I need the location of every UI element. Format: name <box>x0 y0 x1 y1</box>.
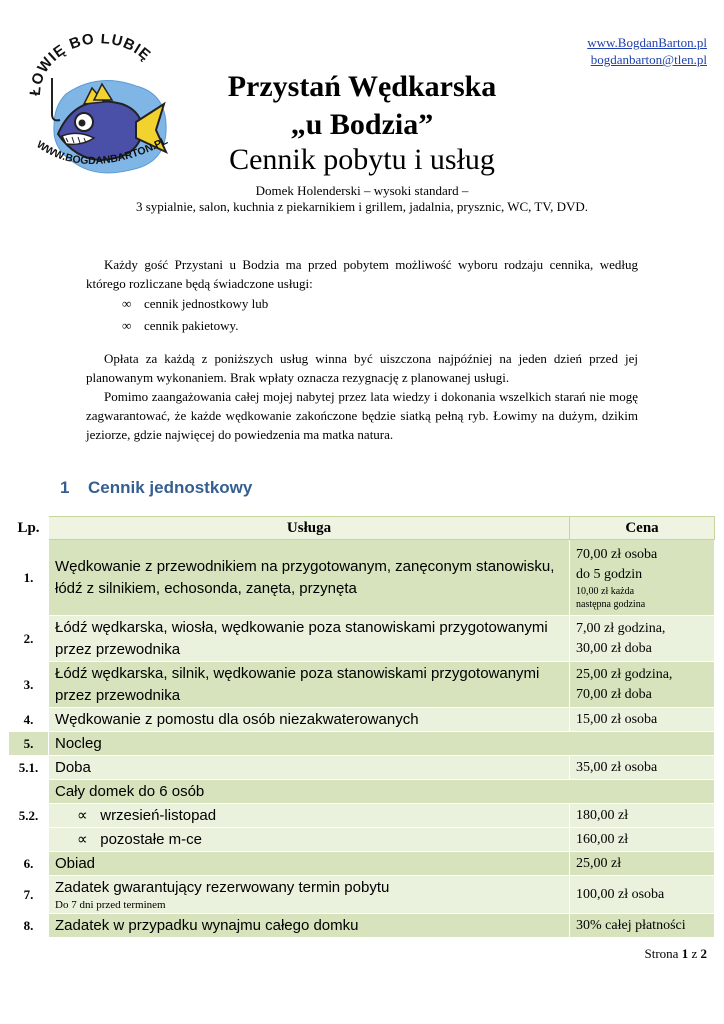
infinity-bullet-icon: ∞ <box>122 318 132 333</box>
infinity-bullet-icon: ∞ <box>122 296 132 311</box>
table-row <box>9 708 715 732</box>
service-cell: Wędkowanie z przewodnikiem na przygotowanym, zanęconym stanowisku, łódź z silnikiem, echosonda, zanęta, przynęta <box>49 540 570 616</box>
price-cell: 30% całej płatności <box>570 914 715 938</box>
header-service: Usługa <box>49 517 570 540</box>
service-cell: Cały domek do 6 osób <box>49 780 715 804</box>
price-line: 70,00 zł doba <box>576 686 652 702</box>
page-word: Strona <box>644 946 679 961</box>
price-note: następna godzina <box>576 598 646 610</box>
price-cell <box>570 616 715 662</box>
row-number: 7. <box>9 876 49 914</box>
price-line: do 5 godzin <box>576 566 643 582</box>
subitem-label: wrzesień-listopad <box>100 806 217 824</box>
table-row <box>9 804 715 828</box>
row-number: 3. <box>9 662 49 708</box>
title-line-1: Przystań Wędkarska <box>227 70 497 103</box>
price-line: 7,00 zł godzina, <box>576 620 666 636</box>
price-cell: 35,00 zł osoba <box>570 756 715 780</box>
section-title: Cennik jednostkowy <box>88 478 253 497</box>
price-cell: 15,00 zł osoba <box>570 708 715 732</box>
website-link[interactable]: www.BogdanBarton.pl <box>587 35 707 50</box>
table-row <box>9 616 715 662</box>
proportional-bullet-icon: ∝ <box>77 806 88 824</box>
row-number: 5.1. <box>9 756 49 780</box>
page-footer <box>645 946 707 962</box>
table-row <box>9 780 715 804</box>
price-cell: 100,00 zł osoba <box>570 876 715 914</box>
row-number: 5.2. <box>9 780 49 852</box>
price-cell <box>570 662 715 708</box>
price-cell: 160,00 zł <box>570 828 715 852</box>
page-total: 2 <box>700 946 707 961</box>
email-link[interactable]: bogdanbarton@tlen.pl <box>590 52 707 67</box>
subtitle-line-2: 3 sypialnie, salon, kuchnia z piekarnikiem i grillem, jadalnia, prysznic, WC, TV, DVD. <box>135 199 589 214</box>
row-number: 2. <box>9 616 49 662</box>
table-row <box>9 540 715 616</box>
price-line: 25,00 zł godzina, <box>576 666 673 682</box>
service-cell: Obiad <box>49 852 570 876</box>
header-price: Cena <box>570 517 715 540</box>
service-cell: Łódź wędkarska, silnik, wędkowanie poza stanowiskami przygotowanymi przez przewodnika <box>49 662 570 708</box>
price-cell <box>570 540 715 616</box>
row-number: 5. <box>9 732 49 756</box>
price-cell: 25,00 zł <box>570 852 715 876</box>
list-item-label: cennik jednostkowy lub <box>144 296 269 311</box>
intro-paragraph-2: Opłata za każdą z poniższych usług winna być uiszczona najpóźniej na jeden dzień przed jej planowanym wykonaniem. Brak wpłaty oznacza rezygnację z planowanej usługi. <box>86 351 638 385</box>
table-row <box>9 662 715 708</box>
intro-paragraph-1: Każdy gość Przystani u Bodzia ma przed pobytem możliwość wyboru rodzaju cennika, według którego rozliczane będą świadczone usługi: <box>86 257 638 291</box>
service-cell: Wędkowanie z pomostu dla osób niezakwaterowanych <box>49 708 570 732</box>
logo-text-bottom: WWW.BOGDANBARTON.PL <box>34 134 170 168</box>
service-cell: Nocleg <box>49 732 715 756</box>
header-lp: Lp. <box>9 517 49 540</box>
table-row <box>9 876 715 914</box>
row-number: 6. <box>9 852 49 876</box>
table-row <box>9 756 715 780</box>
section-heading <box>60 478 252 498</box>
service-cell <box>49 876 570 914</box>
logo-text-top: ŁOWIĘ BO LUBIĘ <box>26 34 155 97</box>
section-number: 1 <box>60 478 70 497</box>
row-number: 1. <box>9 540 49 616</box>
price-line: 70,00 zł osoba <box>576 546 658 562</box>
price-note: 10,00 zł każda <box>576 585 635 597</box>
intro-paragraph-3: Pomimo zaangażowania całej mojej nabytej przez lata wiedzy i dokonania wszelkich starań nie mogę zagwarantować, że każde wędkowanie zakończone będzie siatką pełną ryb. Łowimy na dużym, dzikim jeziorze, gdzie najwięcej do powiedzenia ma matka natura. <box>86 389 638 442</box>
subtitle-line-1: Domek Holenderski – wysoki standard – <box>255 183 469 198</box>
price-line: 30,00 zł doba <box>576 640 652 656</box>
service-cell: Zadatek w przypadku wynajmu całego domku <box>49 914 570 938</box>
row-number: 8. <box>9 914 49 938</box>
table-row <box>9 914 715 938</box>
service-note: Do 7 dni przed terminem <box>55 899 166 911</box>
list-item <box>122 316 638 335</box>
table-row <box>9 732 715 756</box>
service-cell: Doba <box>49 756 570 780</box>
table-header-row <box>9 517 715 540</box>
proportional-bullet-icon: ∝ <box>77 830 88 848</box>
price-cell: 180,00 zł <box>570 804 715 828</box>
service-cell: Łódź wędkarska, wiosła, wędkowanie poza stanowiskami przygotowanymi przez przewodnika <box>49 616 570 662</box>
price-table <box>8 516 715 938</box>
service-label: Zadatek gwarantujący rezerwowany termin pobytu <box>55 879 390 896</box>
table-row <box>9 828 715 852</box>
intro-text <box>86 255 638 444</box>
page-separator: z <box>691 946 698 961</box>
subitem-label: pozostałe m-ce <box>100 830 202 848</box>
list-item <box>122 294 638 313</box>
row-number: 4. <box>9 708 49 732</box>
title-line-2: „u Bodzia” <box>290 108 434 141</box>
list-item-label: cennik pakietowy. <box>144 318 239 333</box>
service-subitem <box>49 804 570 828</box>
page-current: 1 <box>681 946 689 961</box>
pricing-options-list <box>86 294 638 335</box>
contact-links <box>587 34 707 68</box>
service-subitem <box>49 828 570 852</box>
title-line-3: Cennik pobytu i usług <box>229 143 495 176</box>
table-row <box>9 852 715 876</box>
